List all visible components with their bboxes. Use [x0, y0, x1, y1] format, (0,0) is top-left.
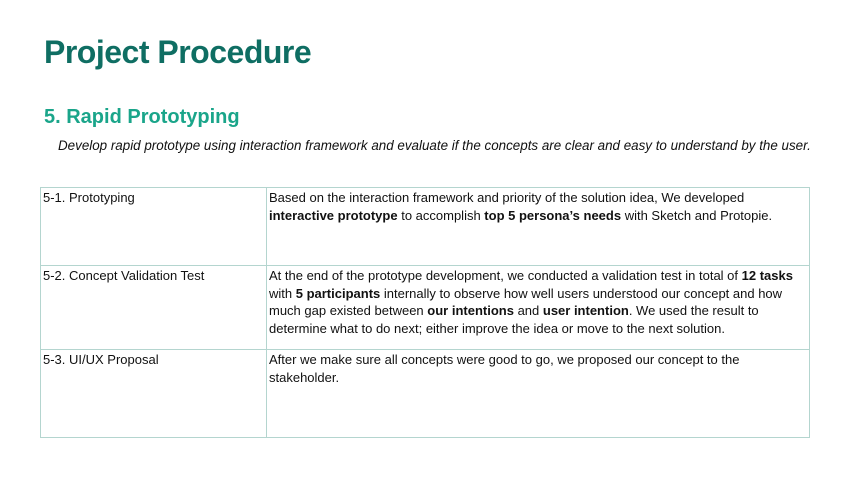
detail-emphasis: 12 tasks — [741, 268, 793, 283]
detail-text: to accomplish — [397, 207, 485, 223]
step-detail-cell — [267, 188, 810, 266]
page-title: Project Procedure — [44, 34, 312, 70]
detail-emphasis: top 5 persona’s needs — [484, 207, 622, 223]
section-description: Develop rapid prototype using interaction framework and evaluate if the concepts are clear and easy to understand by the user. — [58, 138, 811, 153]
detail-text: At the end of the prototype development, we conducted a validation test in total of — [269, 268, 742, 283]
detail-text: Based on the interaction framework and priority of the solution idea, We developed — [269, 190, 745, 205]
step-label-cell: 5-2. Concept Validation Test — [41, 266, 267, 350]
detail-text: with Sketch and Protopie. — [621, 207, 773, 223]
section-title: 5. Rapid Prototyping — [44, 106, 240, 128]
detail-text: and — [513, 303, 543, 318]
step-label-cell: 5-3. UI/UX Proposal — [41, 350, 267, 438]
step-label-cell: 5-1. Prototyping — [41, 188, 267, 266]
detail-text: internally to observe how well users understood our concept and how much gap existed between — [269, 285, 783, 318]
detail-text: with — [269, 285, 296, 301]
detail-text: After we make sure all concepts were good to go, we proposed our concept to the stakeholder. — [269, 352, 740, 385]
table-row — [41, 266, 810, 350]
detail-emphasis: interactive prototype — [269, 207, 398, 223]
table-row — [41, 188, 810, 266]
detail-emphasis: 5 participants — [295, 285, 381, 301]
step-detail-cell — [267, 350, 810, 438]
procedure-table — [40, 187, 810, 438]
step-detail-cell — [267, 266, 810, 350]
detail-emphasis: our intentions — [427, 303, 514, 318]
detail-text: . We used the result to determine what to do next; either improve the idea or move to the next solution. — [269, 303, 759, 336]
table-row — [41, 350, 810, 438]
detail-emphasis: user intention — [542, 303, 629, 318]
